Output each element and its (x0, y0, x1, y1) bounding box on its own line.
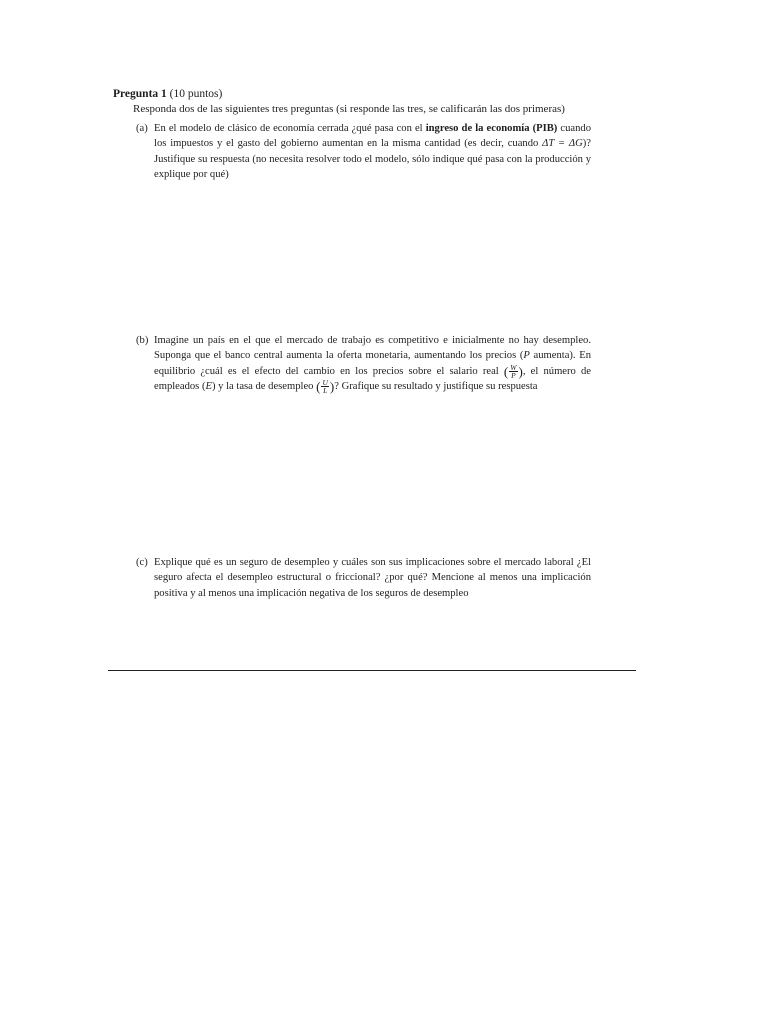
item-b-label: (b) (136, 335, 149, 346)
question-title: Pregunta 1 (113, 88, 167, 100)
question-instructions: Responda dos de las siguientes tres preguntas (si responde las tres, se calificarán las dos primeras) (133, 103, 565, 115)
item-c-label: (c) (136, 557, 148, 568)
question-heading (113, 88, 222, 100)
unemployment-rate-fraction: $\frac{U}{L}$ (322, 378, 328, 396)
item-c-text: Explique qué es un seguro de desempleo y cuáles son sus implicaciones sobre el mercado laboral ¿El seguro afecta el desempleo estructural o friccional? ¿por qué? Mencione al menos una implicación positiva y al menos una implicación negativa de los seguros de desempleo (154, 557, 591, 599)
item-a (136, 121, 591, 182)
question-points: (10 puntos) (169, 88, 223, 100)
horizontal-divider (108, 670, 636, 671)
item-a-text-3: )? Justifique su respuesta (no necesita resolver todo el modelo, sólo indique qué pasa con la producción y explique por qué) (154, 138, 591, 180)
item-b-var-p: P (523, 350, 530, 362)
item-a-text-1: En el modelo de clásico de economía cerrada ¿qué pasa con el (154, 123, 426, 134)
item-b-text-4: ) y la tasa de desempleo (211, 381, 317, 393)
item-b-text-5: ? Grafique su resultado y justifique su respuesta (334, 381, 538, 393)
real-wage-fraction: $\frac{W}{P}$ (510, 362, 517, 380)
item-b (136, 333, 591, 394)
item-a-text-2: cuando los impuestos y el gasto del gobierno aumentan en la misma cantidad (es decir, cuando (154, 123, 591, 150)
item-a-text (154, 121, 591, 182)
item-b-text-1: Imagine un país en el que el mercado de trabajo es competitivo e inicialmente no hay desempleo. Suponga que el banco central aumenta la oferta monetaria, aumentando los precios ( (154, 335, 591, 362)
item-b-text-2: aumenta). En equilibrio ¿cuál es el efecto del cambio en los precios sobre el salario real (154, 350, 591, 377)
item-b-text: Imagine un país en el que el mercado de trabajo es competitivo e inicialmente no hay desempleo. Suponga que el banco central aumenta la oferta monetaria, aumentando los precios (P aumenta). En equilibrio ¿cuál es el efecto del cambio en los precios sobre el salario real ( $\frac{W}{P}$ ), el número de empleados (E) y la tasa de desempleo ( $\frac{U}{L}$ )? Grafique su resultado y justifique su respuesta (154, 335, 591, 396)
item-b-text-3: , el número de empleados ( (154, 365, 591, 393)
item-b-var-e: E (205, 381, 212, 393)
item-a-label: (a) (136, 123, 148, 134)
item-a-bold-term: ingreso de la economía (PIB) (425, 123, 558, 134)
item-a-math: ΔT = ΔG (542, 138, 583, 150)
item-c (136, 555, 591, 601)
